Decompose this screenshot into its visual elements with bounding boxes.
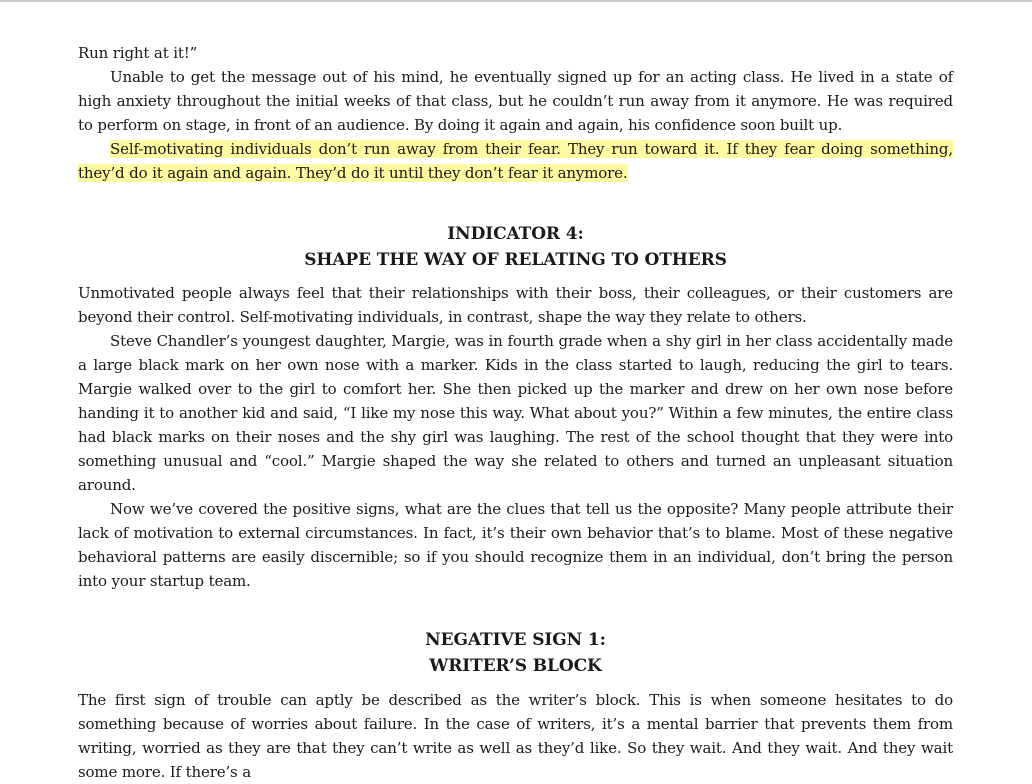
paragraph-acting-class: Unable to get the message out of his mind, he eventually signed up for an acting class. He lived in a state of high anxiety throughout the initial weeks of that class, but he couldn’t run away from it anymore. He was required to perform on stage, in front of an audience. By doing it again and again, his confidence soon built up. xyxy=(78,68,953,134)
highlighted-text: Self-motivating individuals don’t run away from their fear. They run toward it. If they fear doing something, they’d do it again and again. They’d do it until they don’t fear it anymore. xyxy=(78,140,953,182)
paragraph-highlighted-fear xyxy=(78,137,953,185)
heading-indicator-4 xyxy=(78,221,953,273)
heading-indicator-4-line1: INDICATOR 4: xyxy=(447,224,584,244)
paragraph-writers-block: The first sign of trouble can aptly be described as the writer’s block. This is when someone hesitates to do something because of worries about failure. In the case of writers, it’s a mental barrier that prevents them from writing, worried as they are that they can’t write as well as they’d like. So they wait. And they wait. And they wait some more. If there’s a xyxy=(78,691,953,781)
paragraph-negative-signs-intro: Now we’ve covered the positive signs, what are the clues that tell us the opposite? Many people attribute their lack of motivation to external circumstances. In fact, it’s their own behavior that’s to blame. Most of these negative behavioral patterns are easily discernible; so if you should recognize them in an individual, don’t bring the person into your startup team. xyxy=(78,500,953,590)
heading-negative-sign-1-line2: WRITER’S BLOCK xyxy=(429,656,602,676)
paragraph-margie-story: Steve Chandler’s youngest daughter, Margie, was in fourth grade when a shy girl in her class accidentally made a large black mark on her own nose with a marker. Kids in the class started to laugh, reducing the girl to tears. Margie walked over to the girl to comfort her. She then picked up the marker and drew on her own nose before handing it to another kid and said, “I like my nose this way. What about you?” Within a few minutes, the entire class had black marks on their noses and the shy girl was laughing. The rest of the school thought that they were into something unusual and “cool.” Margie shaped the way she related to others and turned an unpleasant situation around. xyxy=(78,332,953,494)
paragraph-unmotivated-people: Unmotivated people always feel that their relationships with their boss, their colleagues, or their customers are beyond their control. Self-motivating individuals, in contrast, shape the way they relate to others. xyxy=(78,284,953,326)
heading-negative-sign-1-line1: NEGATIVE SIGN 1: xyxy=(425,630,606,650)
heading-negative-sign-1 xyxy=(78,627,953,679)
paragraph-run-right-at-it: Run right at it!” xyxy=(78,44,198,62)
document-page xyxy=(78,41,953,784)
page-top-border xyxy=(0,0,1032,2)
heading-indicator-4-line2: SHAPE THE WAY OF RELATING TO OTHERS xyxy=(304,250,727,270)
